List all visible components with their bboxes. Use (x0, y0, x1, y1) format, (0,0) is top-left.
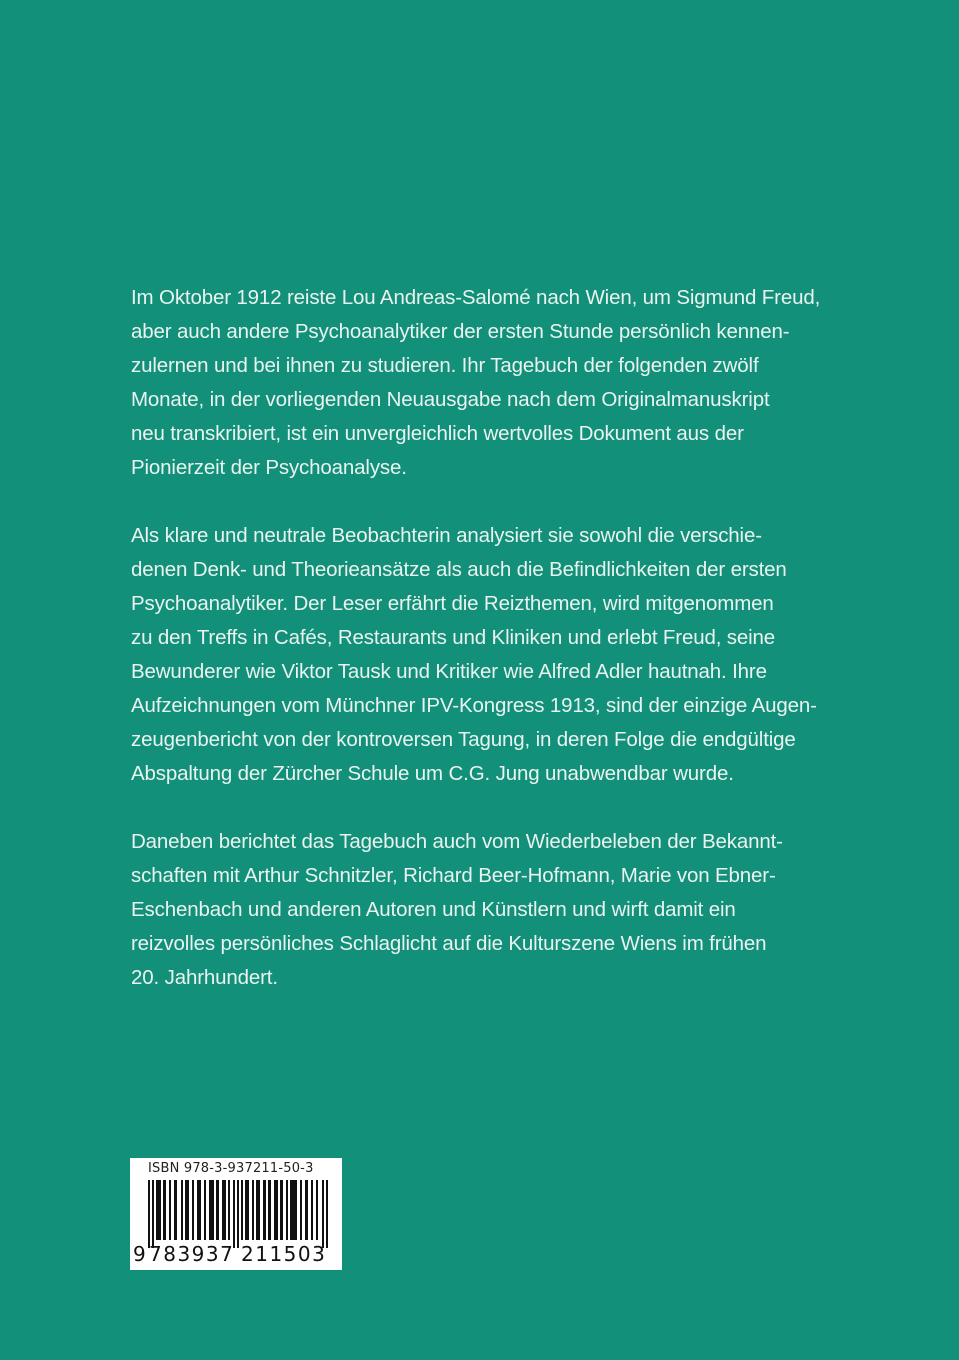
text-line: aber auch andere Psychoanalytiker der ersten Stunde persönlich kennen- (131, 320, 790, 343)
text-line: Monate, in der vorliegenden Neuausgabe nach dem Originalmanuskript (131, 388, 770, 411)
text-line: Daneben berichtet das Tagebuch auch vom Wiederbeleben der Bekannt- (131, 830, 783, 853)
blurb-paragraph-2 (131, 519, 851, 791)
text-line: zu den Treffs in Cafés, Restaurants und Kliniken und erlebt Freud, seine (131, 626, 776, 649)
text-line: Psychoanalytiker. Der Leser erfährt die Reizthemen, wird mitgenommen (131, 592, 774, 615)
text-line: Abspaltung der Zürcher Schule um C.G. Jung unabwendbar wurde. (131, 762, 734, 785)
text-line: Als klare und neutrale Beobachterin analysiert sie sowohl die verschie- (131, 524, 762, 547)
text-line: zulernen und bei ihnen zu studieren. Ihr Tagebuch der folgenden zwölf (131, 354, 759, 377)
text-line: Im Oktober 1912 reiste Lou Andreas-Salomé nach Wien, um Sigmund Freud, (131, 286, 821, 309)
blurb-paragraph-1 (131, 281, 851, 485)
barcode-first-digit: 9 (133, 1242, 146, 1266)
isbn-label: ISBN 978-3-937211-50-3 (148, 1161, 314, 1176)
text-line: 20. Jahrhundert. (131, 966, 278, 989)
text-line: denen Denk- und Theorieansätze als auch die Befindlichkeiten der ersten (131, 558, 787, 581)
text-line: Bewunderer wie Viktor Tausk und Kritiker wie Alfred Adler hautnah. Ihre (131, 660, 767, 683)
barcode-icon (148, 1180, 328, 1248)
text-line: zeugenbericht von der kontroversen Tagung, in deren Folge die endgültige (131, 728, 796, 751)
back-cover-blurb (131, 281, 851, 1029)
text-line: Pionierzeit der Psychoanalyse. (131, 456, 407, 479)
text-line: schaften mit Arthur Schnitzler, Richard Beer-Hofmann, Marie von Ebner- (131, 864, 776, 887)
blurb-paragraph-3 (131, 825, 851, 995)
isbn-barcode (130, 1158, 342, 1270)
text-line: Aufzeichnungen vom Münchner IPV-Kongress 1913, sind der einzige Augen- (131, 694, 817, 717)
barcode-left-digits: 783937 (149, 1242, 235, 1266)
text-line: reizvolles persönliches Schlaglicht auf die Kulturszene Wiens im frühen (131, 932, 767, 955)
barcode-right-digits: 211503 (241, 1242, 327, 1266)
text-line: neu transkribiert, ist ein unvergleichlich wertvolles Dokument aus der (131, 422, 744, 445)
text-line: Eschenbach und anderen Autoren und Künstlern und wirft damit ein (131, 898, 736, 921)
